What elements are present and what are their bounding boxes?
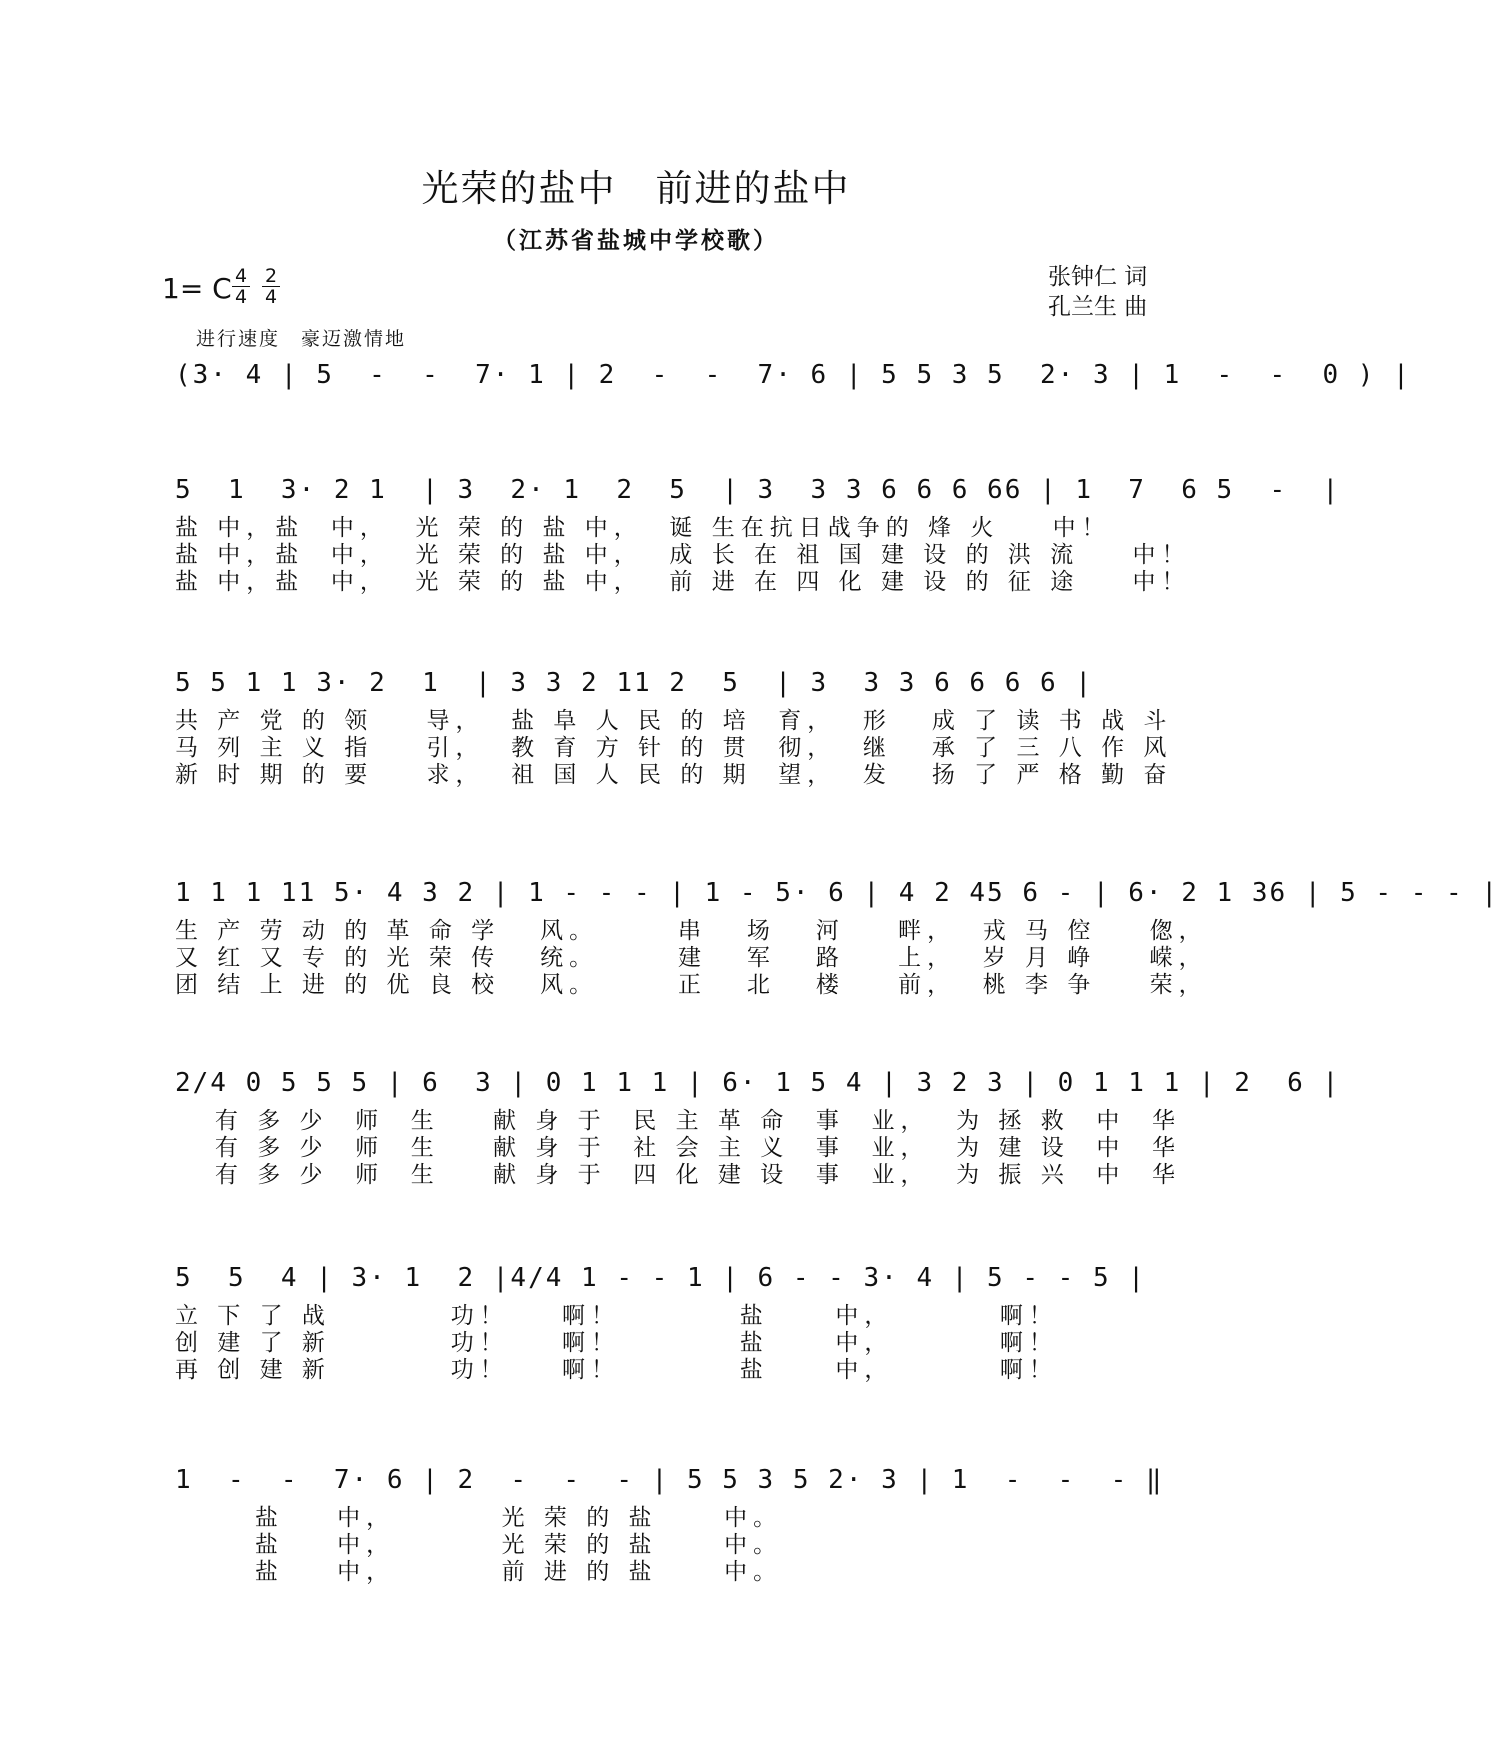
meter-4-4 <box>232 266 250 307</box>
lyric-verse-2: 创 建 了 新 功！ 啊！ 盐 中， 啊！ <box>175 1330 1058 1356</box>
key-signature: 1= C <box>162 272 232 305</box>
notation-line: 1 1 1 11 5· 4 3 2 | 1 - - - | 1 - 5· 6 | 4 2 45 6 - | 6· 2 1 36 | 5 - - - | <box>175 878 1499 908</box>
lyric-verse-3: 盐 中，盐 中， 光 荣 的 盐 中， 前 进 在 四 化 建 设 的 征 途 中！ <box>175 569 1191 595</box>
meter-2-4 <box>262 266 280 307</box>
notation-line: 5 1 3· 2 1 | 3 2· 1 2 5 | 3 3 3 6 6 6 66 | 1 7 6 5 - | <box>175 475 1341 505</box>
credits <box>1048 262 1147 322</box>
lyric-verse-3: 新 时 期 的 要 求， 祖 国 人 民 的 期 望， 发 扬 了 严 格 勤 奋 <box>175 762 1173 788</box>
notation-line: 2/4 0 5 5 5 | 6 3 | 0 1 1 1 | 6· 1 5 4 | 3 2 3 | 0 1 1 1 | 2 6 | <box>175 1068 1341 1098</box>
meter-4-4-bottom: 4 <box>232 286 250 307</box>
notation-line: 5 5 4 | 3· 1 2 |4/4 1 - - 1 | 6 - - 3· 4 | 5 - - 5 | <box>175 1263 1146 1293</box>
lyric-verse-2: 盐 中，盐 中， 光 荣 的 盐 中， 成 长 在 祖 国 建 设 的 洪 流 中！ <box>175 542 1191 568</box>
page-title: 光荣的盐中 前进的盐中 <box>421 167 851 210</box>
lyric-verse-1: 生 产 劳 动 的 革 命 学 风。 串 场 河 畔， 戎 马 倥 偬， <box>175 918 1208 944</box>
lyric-verse-3: 有 多 少 师 生 献 身 于 四 化 建 设 事 业， 为 振 兴 中 华 <box>175 1162 1181 1188</box>
page-subtitle: （江苏省盐城中学校歌） <box>493 228 779 254</box>
lyric-verse-1: 盐 中，盐 中， 光 荣 的 盐 中， 诞 生在抗日战争的 烽 火 中！ <box>175 515 1111 541</box>
composer-credit: 孔兰生 曲 <box>1048 294 1148 320</box>
lyricist-credit: 张钟仁 词 <box>1048 264 1148 290</box>
lyric-verse-1: 立 下 了 战 功！ 啊！ 盐 中， 啊！ <box>175 1303 1058 1329</box>
lyric-verse-3: 团 结 上 进 的 优 良 校 风。 正 北 楼 前， 桃 李 争 荣， <box>175 972 1208 998</box>
notation-line: 1 - - 7· 6 | 2 - - - | 5 5 3 5 2· 3 | 1 - - - ‖ <box>175 1465 1164 1495</box>
lyric-verse-1: 盐 中， 光 荣 的 盐 中。 <box>175 1505 783 1531</box>
meter-4-4-top: 4 <box>234 265 248 287</box>
notation-line: 5 5 1 1 3· 2 1 | 3 3 2 11 2 5 | 3 3 3 6 6 6 6 | <box>175 668 1093 698</box>
lyric-verse-2: 有 多 少 师 生 献 身 于 社 会 主 义 事 业， 为 建 设 中 华 <box>175 1135 1181 1161</box>
lyric-verse-3: 盐 中， 前 进 的 盐 中。 <box>175 1559 783 1585</box>
meter-2-4-bottom: 4 <box>262 286 280 307</box>
meter-2-4-top: 2 <box>264 265 278 287</box>
lyric-verse-1: 共 产 党 的 领 导， 盐 阜 人 民 的 培 育， 形 成 了 读 书 战 斗 <box>175 708 1173 734</box>
lyric-verse-2: 又 红 又 专 的 光 荣 传 统。 建 军 路 上， 岁 月 峥 嵘， <box>175 945 1208 971</box>
lyric-verse-2: 马 列 主 义 指 引， 教 育 方 针 的 贯 彻， 继 承 了 三 八 作 风 <box>175 735 1173 761</box>
tempo-marking: 进行速度 豪迈激情地 <box>196 328 407 350</box>
lyric-verse-1: 有 多 少 师 生 献 身 于 民 主 革 命 事 业， 为 拯 救 中 华 <box>175 1108 1181 1134</box>
notation-line: (3· 4 | 5 - - 7· 1 | 2 - - 7· 6 | 5 5 3 5 2· 3 | 1 - - 0 ) | <box>175 360 1411 390</box>
lyric-verse-2: 盐 中， 光 荣 的 盐 中。 <box>175 1532 783 1558</box>
lyric-verse-3: 再 创 建 新 功！ 啊！ 盐 中， 啊！ <box>175 1357 1058 1383</box>
